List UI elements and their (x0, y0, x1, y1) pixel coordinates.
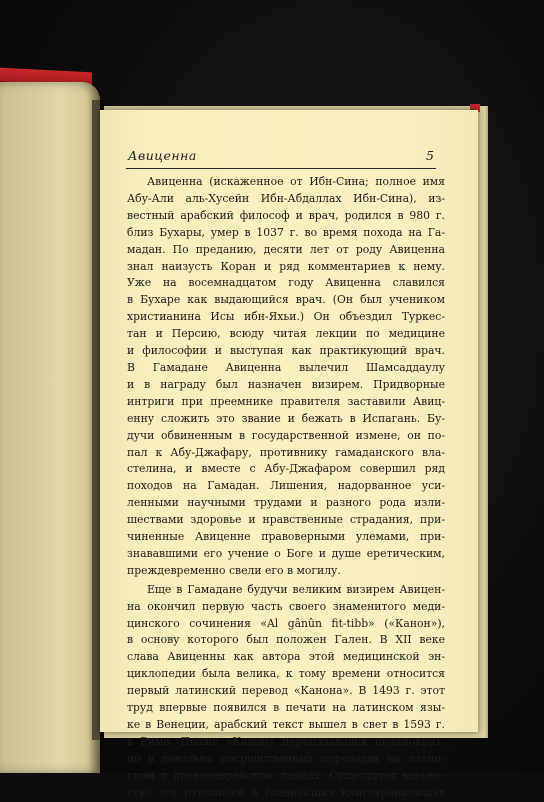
text-line: преждевременно свели его в могилу. (127, 563, 341, 577)
paragraph-2 (127, 582, 445, 802)
page-number: 5 (426, 148, 434, 163)
text-line: знававшими его учение о Боге и душе еретическим, (127, 546, 445, 560)
text-line: Уже на восемнадцатом году Авиценна славился (127, 276, 445, 290)
running-head (126, 144, 436, 169)
text-line: шествами здоровье и нравственные страдания, при- (127, 513, 445, 527)
text-line: близ Бухары, умер в 1037 г. во время похода на Га- (127, 225, 445, 239)
text-line: и в награду был назначен визирем. Придворные (127, 377, 445, 391)
text-line: мадан. По преданию, десяти лет от роду Авиценна (127, 242, 445, 256)
text-line: в Бухаре как выдающийся врач. (Он был учеником (127, 293, 445, 307)
body-text (127, 174, 445, 802)
text-line: и философии и выступая как практикующий врач. (127, 344, 445, 358)
text-line: ском и древнееврейском языках. Существует множе- (127, 768, 445, 782)
text-line: христианина Исы ибн-Яхьи.) Он объездил Туркес- (127, 310, 445, 324)
text-line: Авиценна (искаженное от Ибн-Сина; полное имя (147, 175, 445, 188)
text-line: Еще в Гамадане будучи великим визирем Авицен- (147, 582, 445, 596)
book-page (100, 110, 478, 799)
text-line: труд впервые появился в печати на латинском язы- (127, 701, 445, 715)
text-line: В Гамадане Авиценна вылечил Шамсаддаулу (127, 360, 445, 374)
text-line: в Риме. Позже «Канон» переиздавался неоднократ- (127, 734, 445, 748)
text-line: слава Авиценны как автора этой медицинской эн- (127, 650, 445, 664)
text-line: циклопедии была велика, к тому времени относится (127, 667, 445, 681)
paragraph-1 (127, 174, 445, 580)
text-line: походов на Гамадан. Лишения, надорванное уси- (127, 479, 445, 493)
text-line: ленными научными трудами и разного рода изли- (127, 496, 445, 510)
left-page (0, 82, 100, 773)
text-line: чиненные Авиценне правоверными улемами, при- (127, 530, 445, 544)
text-line: цинского сочинения «Al gânûn fit-tibb» («Канон»), (127, 616, 445, 630)
text-line: пал к Абу-Джафару, противнику гамаданского вла- (127, 445, 445, 459)
text-line: Абу-Али аль-Хусейн Ибн-Абдаллах Ибн-Сина), из- (127, 191, 445, 205)
text-line: ке в Венеции, арабский текст вышел в свет в 1593 г. (127, 718, 445, 731)
text-line: дучи обвиненным в государственной измене, он по- (127, 428, 445, 442)
text-line: в основу которого был положен Гален. В XII веке (127, 633, 445, 647)
running-title: Авиценна (128, 148, 197, 163)
text-line: вестный арабский философ и врач, родился в 980 г. (127, 208, 445, 222)
text-line: знал наизусть Коран и ряд комментариев к нему. (127, 259, 445, 273)
text-line: но в довольно посредственных переводах на латин- (127, 751, 445, 765)
text-line: на окончил первую часть своего знаменитого меди- (127, 599, 445, 613)
text-line: первый латинский перевод «Канона». В 1493 г. этот (127, 684, 445, 698)
text-line: енну сложить это звание и бежать в Испагань. Бу- (127, 411, 445, 425)
text-line: тан и Персию, всюду читая лекции по медицине (127, 327, 445, 341)
text-line: интриги при преемнике правителя заставили Авиц- (127, 394, 445, 408)
text-line: ство его рукописей в главнейших книгохранилищах (127, 785, 445, 799)
text-line: стелина, и вместе с Абу-Джафаром совершил ряд (127, 462, 445, 476)
